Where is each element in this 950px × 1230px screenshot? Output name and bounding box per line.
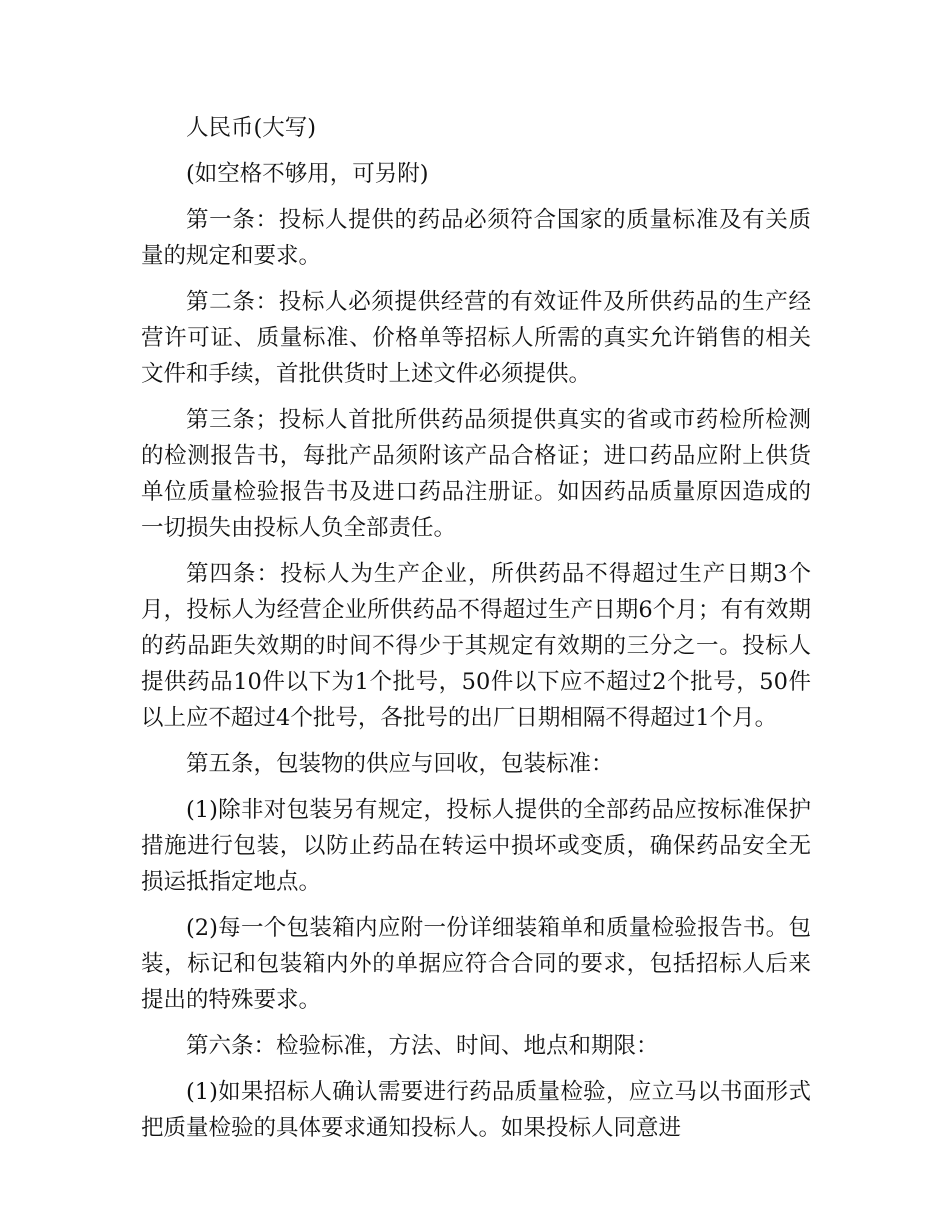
paragraph-article-1: 第一条：投标人提供的药品必须符合国家的质量标准及有关质量的规定和要求。 — [141, 207, 811, 269]
paragraph-note: (如空格不够用，可另附) — [186, 161, 429, 187]
document-page — [141, 110, 811, 1156]
paragraph-article-3: 第三条；投标人首批所供药品须提供真实的省或市药检所检测的检测报告书，每批产品须附该产品合格证；进口药品应附上供货单位质量检验报告书及进口药品注册证。如因药品质量原因造成的一切损失由投标人负全部责任。 — [141, 407, 811, 541]
paragraph-article-6-item-1: (1)如果招标人确认需要进行药品质量检验，应立马以书面形式把质量检验的具体要求通知投标人。如果投标人同意进 — [141, 1079, 811, 1141]
paragraph-article-5-item-1: (1)除非对包装另有规定，投标人提供的全部药品应按标准保护措施进行包装，以防止药品在转运中损坏或变质，确保药品安全无损运抵指定地点。 — [141, 797, 811, 895]
paragraph-article-5: 第五条，包装物的供应与回收，包装标准： — [186, 751, 614, 777]
paragraph-article-2: 第二条：投标人必须提供经营的有效证件及所供药品的生产经营许可证、质量标准、价格单等招标人所需的真实允许销售的相关文件和手续，首批供货时上述文件必须提供。 — [141, 289, 811, 387]
paragraph-article-5-item-2: (2)每一个包装箱内应附一份详细装箱单和质量检验报告书。包装，标记和包装箱内外的单据应符合合同的要求，包括招标人后来提出的特殊要求。 — [141, 915, 811, 1013]
paragraph-article-4: 第四条：投标人为生产企业，所供药品不得超过生产日期3个月，投标人为经营企业所供药品不得超过生产日期6个月；有有效期的药品距失效期的时间不得少于其规定有效期的三分之一。投标人提供药品10件以下为1个批号，50件以下应不超过2个批号，50件以上应不超过4个批号，各批号的出厂日期相隔不得超过1个月。 — [141, 561, 811, 731]
paragraph-amount-label: 人民币(大写) — [186, 115, 317, 141]
paragraph-article-6: 第六条：检验标准，方法、时间、地点和期限： — [186, 1033, 659, 1059]
